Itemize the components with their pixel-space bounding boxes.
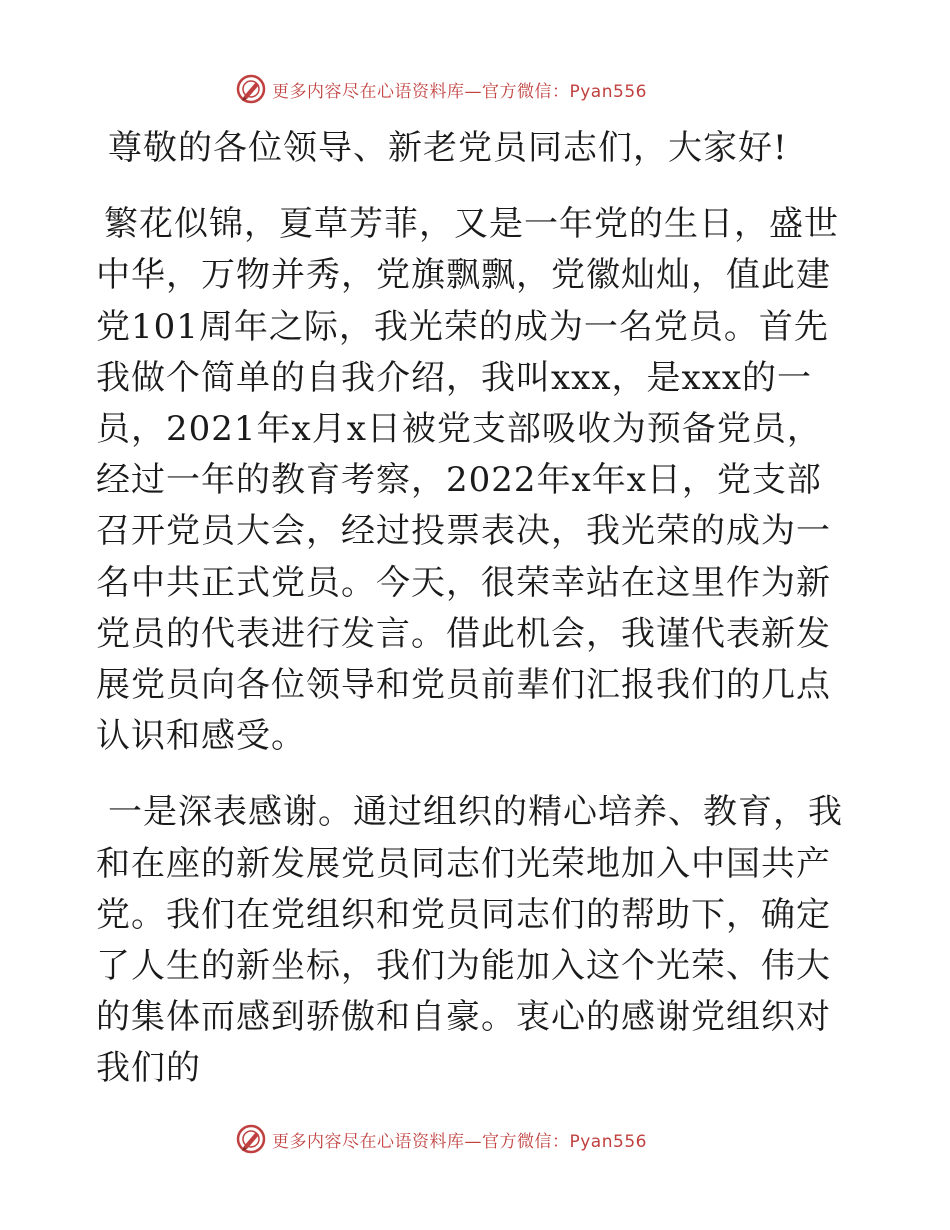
greeting-line: 尊敬的各位领导、新老党员同志们，大家好!	[108, 128, 788, 168]
watermark-text: 更多内容尽在心语资料库—官方微信：Pyan556	[272, 1131, 647, 1152]
document-body	[96, 123, 848, 1095]
pen-logo-icon	[236, 1124, 266, 1154]
pen-logo-icon	[236, 74, 266, 104]
header-watermark	[236, 74, 647, 104]
paragraph-intro: 繁花似锦，夏草芳菲，又是一年党的生日，盛世中华，万物并秀，党旗飘飘，党徽灿灿，值此建党101周年之际，我光荣的成为一名党员。首先我做个简单的自我介绍，我叫xxx，是xxx的一员，2021年x月x日被党支部吸收为预备党员，经过一年的教育考察，2022年x年x日，党支部召开党员大会，经过投票表决，我光荣的成为一名中共正式党员。今天，很荣幸站在这里作为新党员的代表进行发言。借此机会，我谨代表新发展党员向各位领导和党员前辈们汇报我们的几点认识和感受。	[96, 204, 839, 757]
footer-watermark	[236, 1124, 647, 1154]
watermark-text: 更多内容尽在心语资料库—官方微信：Pyan556	[272, 81, 647, 102]
paragraph-thanks: 一是深表感谢。通过组织的精心培养、教育，我和在座的新发展党员同志们光荣地加入中国共产党。我们在党组织和党员同志们的帮助下，确定了人生的新坐标，我们为能加入这个光荣、伟大的集体而感到骄傲和自豪。衷心的感谢党组织对我们的	[96, 792, 843, 1089]
